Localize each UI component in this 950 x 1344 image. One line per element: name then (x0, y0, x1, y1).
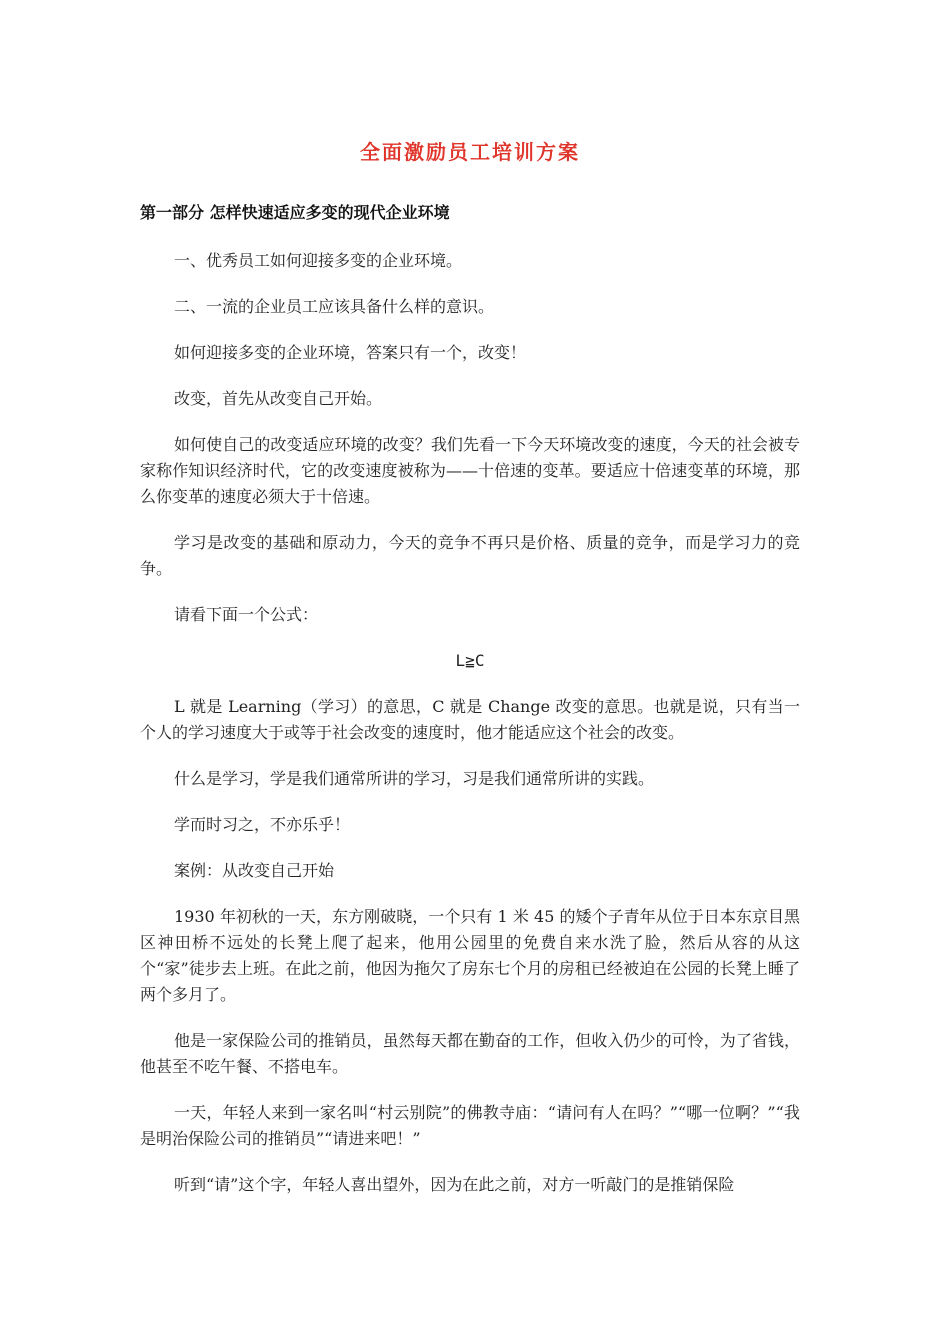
paragraph: 什么是学习，学是我们通常所讲的学习，习是我们通常所讲的实践。 (174, 769, 655, 788)
paragraph: 一、优秀员工如何迎接多变的企业环境。 (174, 251, 463, 270)
paragraph: 请看下面一个公式： (174, 605, 319, 624)
paragraph: 案例：从改变自己开始 (174, 861, 335, 880)
paragraph: 一天，年轻人来到一家名叫“村云别院”的佛教寺庙：“请问有人在吗？”“哪一位啊？”“我是明治保险公司的推销员”“请进来吧！” (140, 1103, 800, 1148)
paragraph: 如何迎接多变的企业环境，答案只有一个，改变！ (174, 343, 527, 362)
paragraph: 学而时习之，不亦乐乎！ (174, 815, 351, 834)
paragraph: 学习是改变的基础和原动力，今天的竞争不再只是价格、质量的竞争，而是学习力的竞争。 (140, 533, 800, 578)
section-heading: 第一部分 怎样快速适应多变的现代企业环境 (140, 203, 450, 222)
paragraph: 听到“请”这个字，年轻人喜出望外，因为在此之前，对方一听敲门的是推销保险 (174, 1175, 735, 1194)
paragraph: 他是一家保险公司的推销员，虽然每天都在勤奋的工作，但收入仍少的可怜，为了省钱，他甚至不吃午餐、不搭电车。 (140, 1031, 800, 1076)
paragraph: 二、一流的企业员工应该具备什么样的意识。 (174, 297, 495, 316)
paragraph: 如何使自己的改变适应环境的改变？我们先看一下今天环境改变的速度，今天的社会被专家称作知识经济时代，它的改变速度被称为——十倍速的变革。要适应十倍速变革的环境，那么你变革的速度必须大于十倍速。 (140, 435, 800, 506)
paragraph: 1930 年初秋的一天，东方刚破晓，一个只有 1 米 45 的矮个子青年从位于日本东京目黑区神田桥不远处的长凳上爬了起来，他用公园里的免费自来水洗了脸，然后从容的从这个“家”徒步去上班。在此之前，他因为拖欠了房东七个月的房租已经被迫在公园的长凳上睡了两个多月了。 (140, 907, 800, 1004)
paragraph: 改变，首先从改变自己开始。 (174, 389, 383, 408)
paragraph: L 就是 Learning（学习）的意思，C 就是 Change 改变的意思。也就是说，只有当一个人的学习速度大于或等于社会改变的速度时，他才能适应这个社会的改变。 (140, 697, 800, 742)
document-title: 全面激励员工培训方案 (360, 140, 580, 164)
formula: L≧C (455, 651, 485, 670)
document-body (140, 248, 800, 1218)
